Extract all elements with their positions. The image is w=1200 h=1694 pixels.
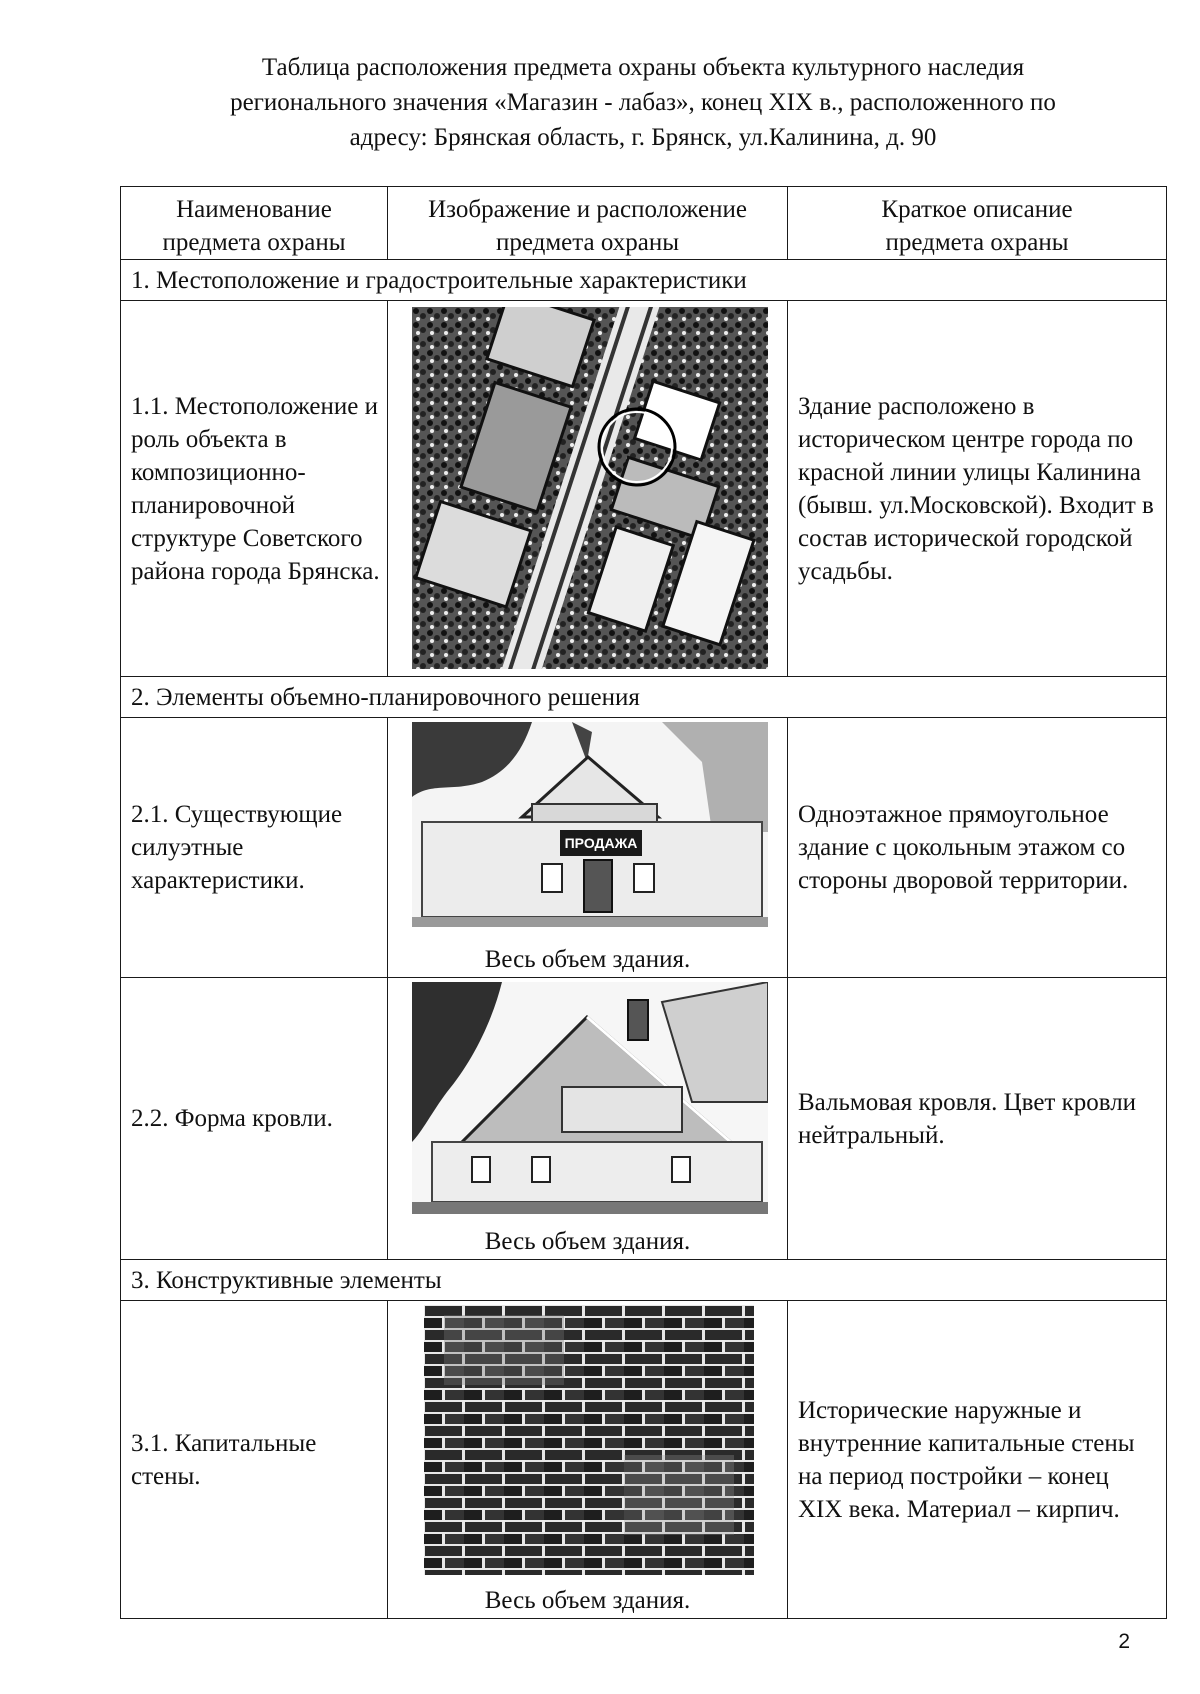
row-2-2-description: Вальмовая кровля. Цвет кровли нейтральный. — [788, 978, 1167, 1260]
header-name: Наименование предмета охраны — [121, 187, 388, 260]
row-3-1-image-cell — [388, 1301, 788, 1619]
table-row — [121, 1301, 1167, 1619]
protection-table — [120, 186, 1167, 1619]
page-number: 2 — [1118, 1630, 1130, 1653]
row-2-2-name: 2.2. Форма кровли. — [121, 978, 388, 1260]
title-line-1: Таблица расположения предмета охраны объекта культурного наследия — [261, 54, 1025, 81]
row-2-1-image-cell — [388, 718, 788, 978]
section-1-title: 1. Местоположение и градостроительные характеристики — [121, 260, 1167, 301]
aerial-map-image — [412, 307, 768, 669]
row-1-1-image-cell — [388, 301, 788, 677]
row-3-1-description: Исторические наружные и внутренние капитальные стены на период постройки – конец XIX века. Материал – кирпич. — [788, 1301, 1167, 1619]
title-line-2: регионального значения «Магазин - лабаз», конец XIX в., расположенного по — [230, 89, 1056, 116]
brick-wall-photo — [424, 1305, 754, 1575]
row-2-2-caption: Весь объем здания. — [484, 1228, 691, 1255]
table-header-row — [121, 187, 1167, 260]
row-1-1-name: 1.1. Местоположение и роль объекта в композиционно-планировочной структуре Советского района города Брянска. — [121, 301, 388, 677]
table-row — [121, 718, 1167, 978]
section-row-2 — [121, 677, 1167, 718]
title-line-3: адресу: Брянская область, г. Брянск, ул.Калинина, д. 90 — [349, 124, 937, 151]
section-row-1 — [121, 260, 1167, 301]
section-row-3 — [121, 1260, 1167, 1301]
row-3-1-caption: Весь объем здания. — [484, 1587, 691, 1614]
row-2-1-caption: Весь объем здания. — [484, 946, 691, 973]
row-3-1-name: 3.1. Капитальные стены. — [121, 1301, 388, 1619]
section-3-title: 3. Конструктивные элементы — [121, 1260, 1167, 1301]
row-2-1-name: 2.1. Существующие силуэтные характеристики. — [121, 718, 388, 978]
section-2-title: 2. Элементы объемно-планировочного решения — [121, 677, 1167, 718]
row-2-2-image-cell — [388, 978, 788, 1260]
shop-sign-text: ПРОДАЖА — [564, 835, 638, 851]
header-image: Изображение и расположение предмета охраны — [388, 187, 788, 260]
table-row — [121, 978, 1167, 1260]
table-row — [121, 301, 1167, 677]
row-1-1-description: Здание расположено в историческом центре города по красной линии улицы Калинина (бывш. ул.Московской). Входит в состав исторической городской усадьбы. — [788, 301, 1167, 677]
roof-photo — [412, 982, 768, 1214]
header-description: Краткое описание предмета охраны — [788, 187, 1167, 260]
document-title — [120, 50, 1166, 155]
row-2-1-description: Одноэтажное прямоугольное здание с цокольным этажом со стороны дворовой территории. — [788, 718, 1167, 978]
building-facade-photo — [412, 722, 768, 927]
